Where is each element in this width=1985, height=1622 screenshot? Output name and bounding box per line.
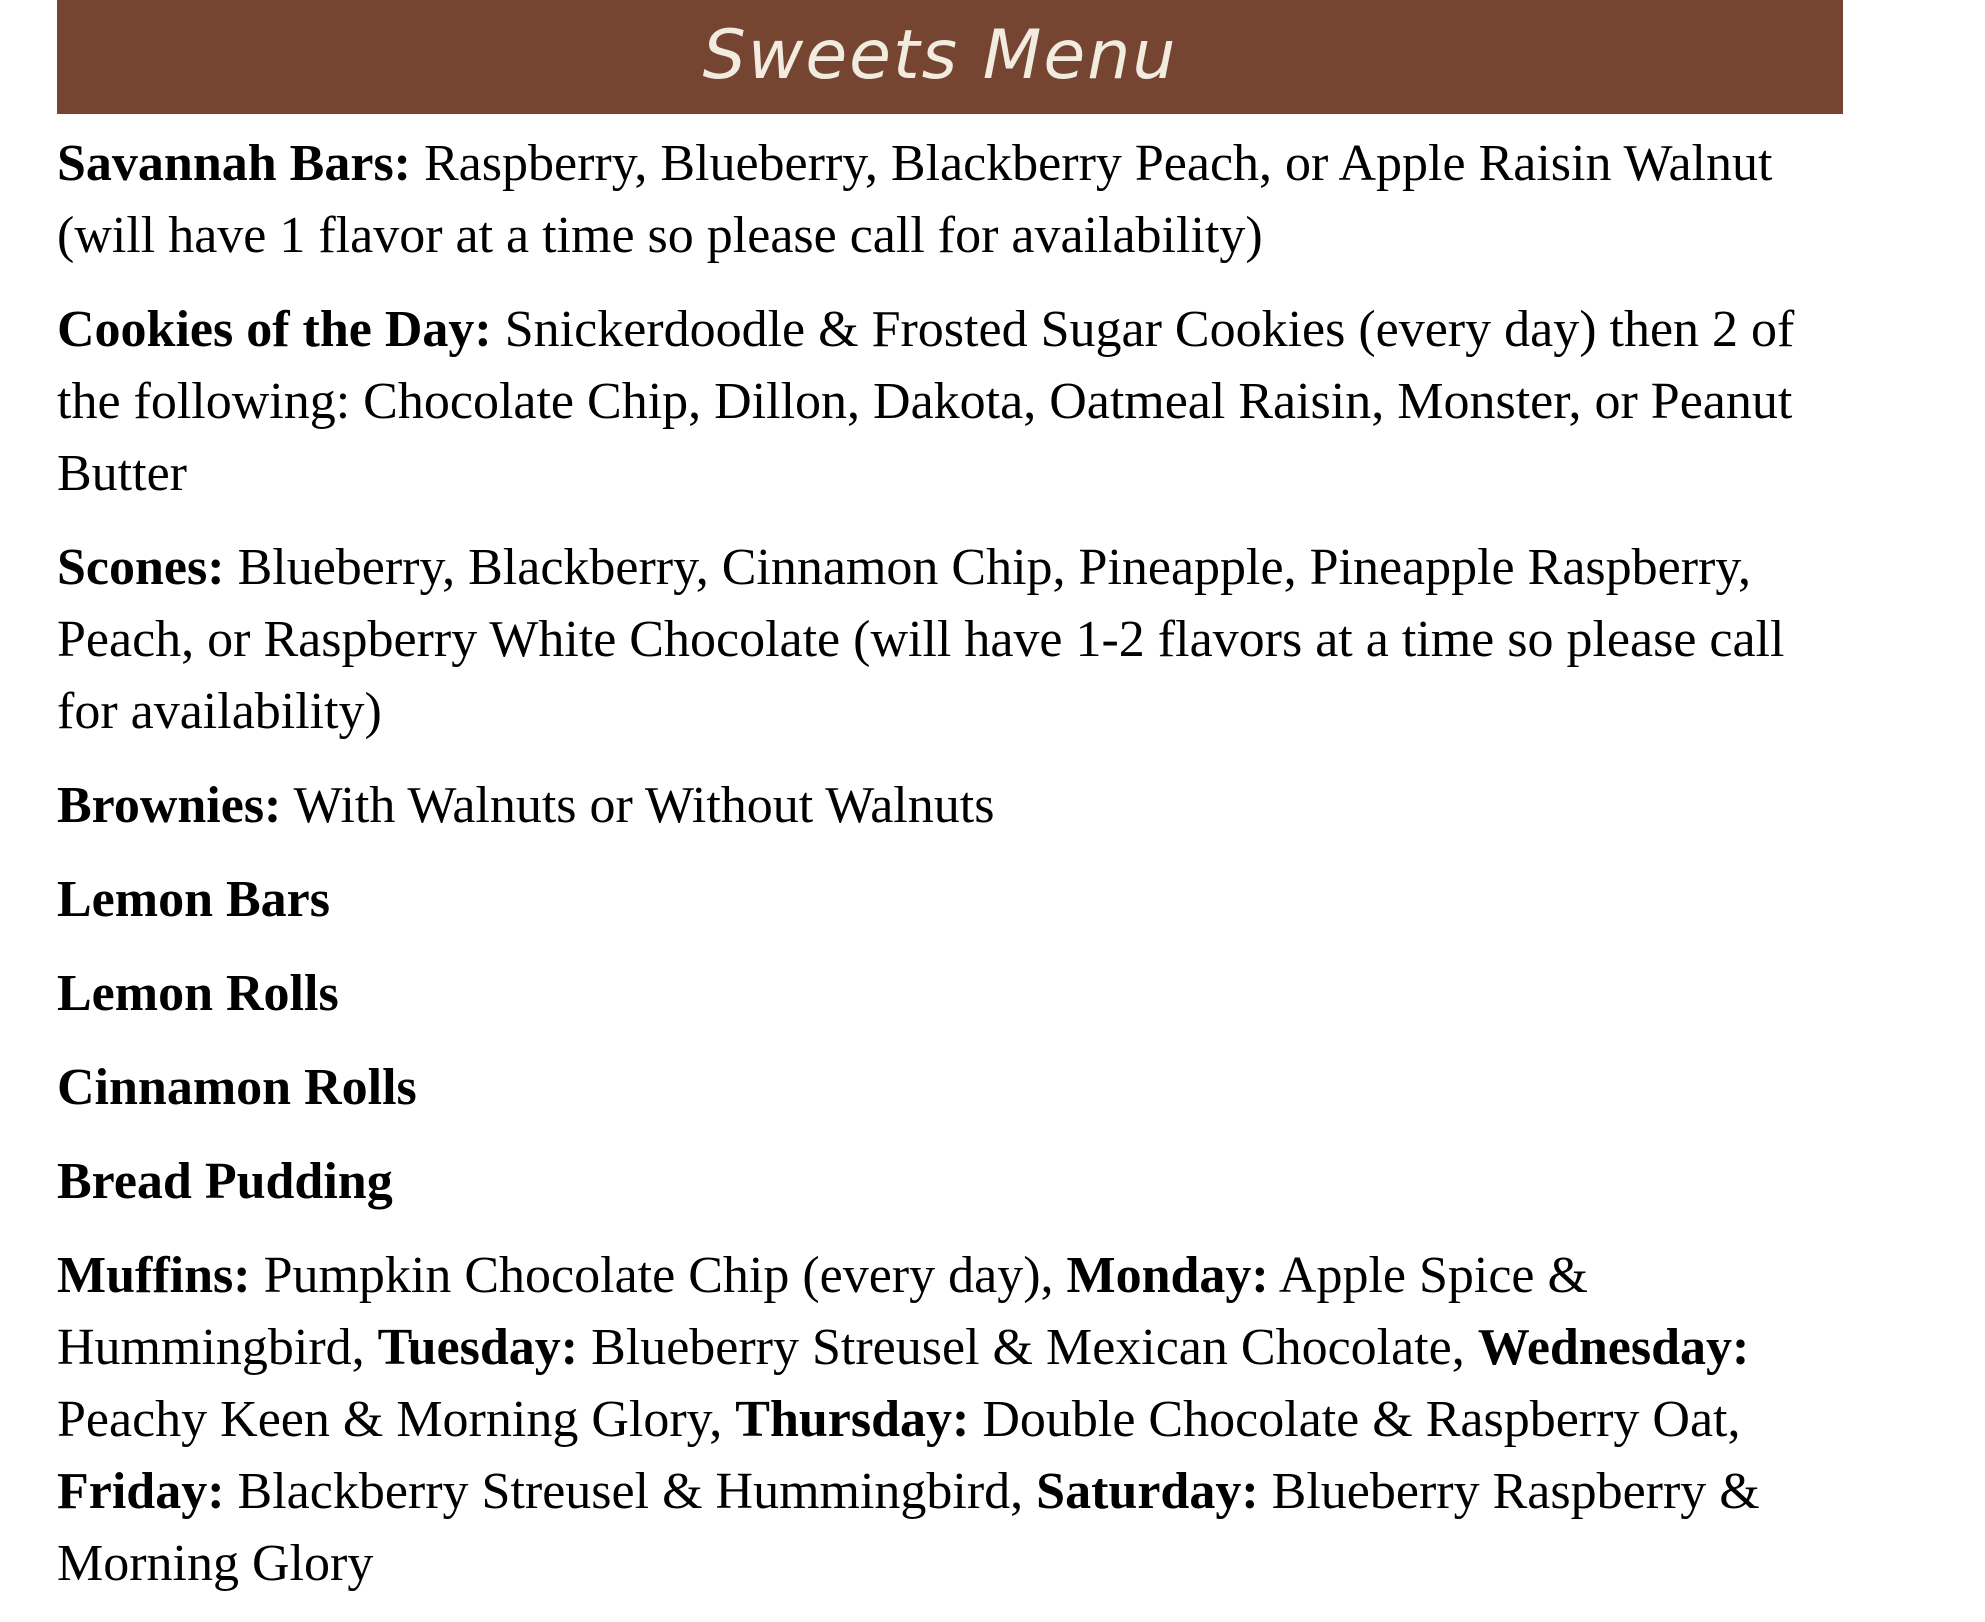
muffins-day-friday: Friday:	[57, 1463, 225, 1520]
muffins-day-thursday: Thursday:	[735, 1391, 970, 1448]
menu-item-lemon-bars	[57, 864, 1857, 936]
muffins-day-monday: Monday:	[1066, 1247, 1269, 1304]
muffins-every-day: Pumpkin Chocolate Chip (every day),	[250, 1247, 1067, 1304]
item-name: Cinnamon Rolls	[57, 1059, 417, 1116]
menu-item-lemon-rolls	[57, 958, 1857, 1030]
muffins-flavors-friday: Blackberry Streusel & Hummingbird,	[224, 1463, 1037, 1520]
menu-item-cookies	[57, 294, 1857, 510]
item-name: Savannah Bars:	[57, 135, 411, 192]
item-description: Raspberry, Blueberry, Blackberry Peach, or Apple Raisin Walnut (will have 1 flavor at a time so please call for availability)	[57, 135, 1773, 264]
item-description: With Walnuts or Without Walnuts	[281, 777, 995, 834]
menu-banner	[57, 0, 1843, 114]
muffins-day-saturday: Saturday:	[1036, 1463, 1259, 1520]
item-name: Bread Pudding	[57, 1153, 393, 1210]
menu-list	[57, 128, 1857, 1600]
menu-title: Sweets Menu	[702, 15, 1178, 95]
menu-item-brownies	[57, 770, 1857, 842]
item-name: Lemon Rolls	[57, 965, 339, 1022]
menu-item-savannah-bars	[57, 128, 1857, 272]
menu-item-bread-pudding	[57, 1146, 1857, 1218]
muffins-flavors-tuesday: Blueberry Streusel & Mexican Chocolate,	[578, 1319, 1478, 1376]
muffins-flavors-saturday: Blueberry Raspberry & Morning Glory	[57, 1463, 1760, 1592]
item-name: Brownies:	[57, 777, 282, 834]
item-description: Snickerdoodle & Frosted Sugar Cookies (every day) then 2 of the following: Chocolate Chip, Dillon, Dakota, Oatmeal Raisin, Monster, or Peanut Butter	[57, 301, 1795, 502]
item-description: Blueberry, Blackberry, Cinnamon Chip, Pineapple, Pineapple Raspberry, Peach, or Raspberry White Chocolate (will have 1-2 flavors at a time so please call for availability)	[57, 539, 1785, 740]
menu-item-scones	[57, 532, 1857, 748]
muffins-day-wednesday: Wednesday:	[1477, 1319, 1750, 1376]
item-name: Scones:	[57, 539, 225, 596]
menu-item-cinnamon-rolls	[57, 1052, 1857, 1124]
muffins-day-tuesday: Tuesday:	[377, 1319, 579, 1376]
muffins-flavors-thursday: Double Chocolate & Raspberry Oat,	[969, 1391, 1741, 1448]
item-name: Muffins:	[57, 1247, 251, 1304]
menu-item-muffins	[57, 1240, 1857, 1600]
menu-page	[57, 0, 1857, 1622]
item-name: Cookies of the Day:	[57, 301, 492, 358]
muffins-flavors-monday: Apple Spice & Hummingbird,	[57, 1247, 1588, 1376]
item-name: Lemon Bars	[57, 871, 330, 928]
muffins-flavors-wednesday: Peachy Keen & Morning Glory,	[57, 1391, 736, 1448]
